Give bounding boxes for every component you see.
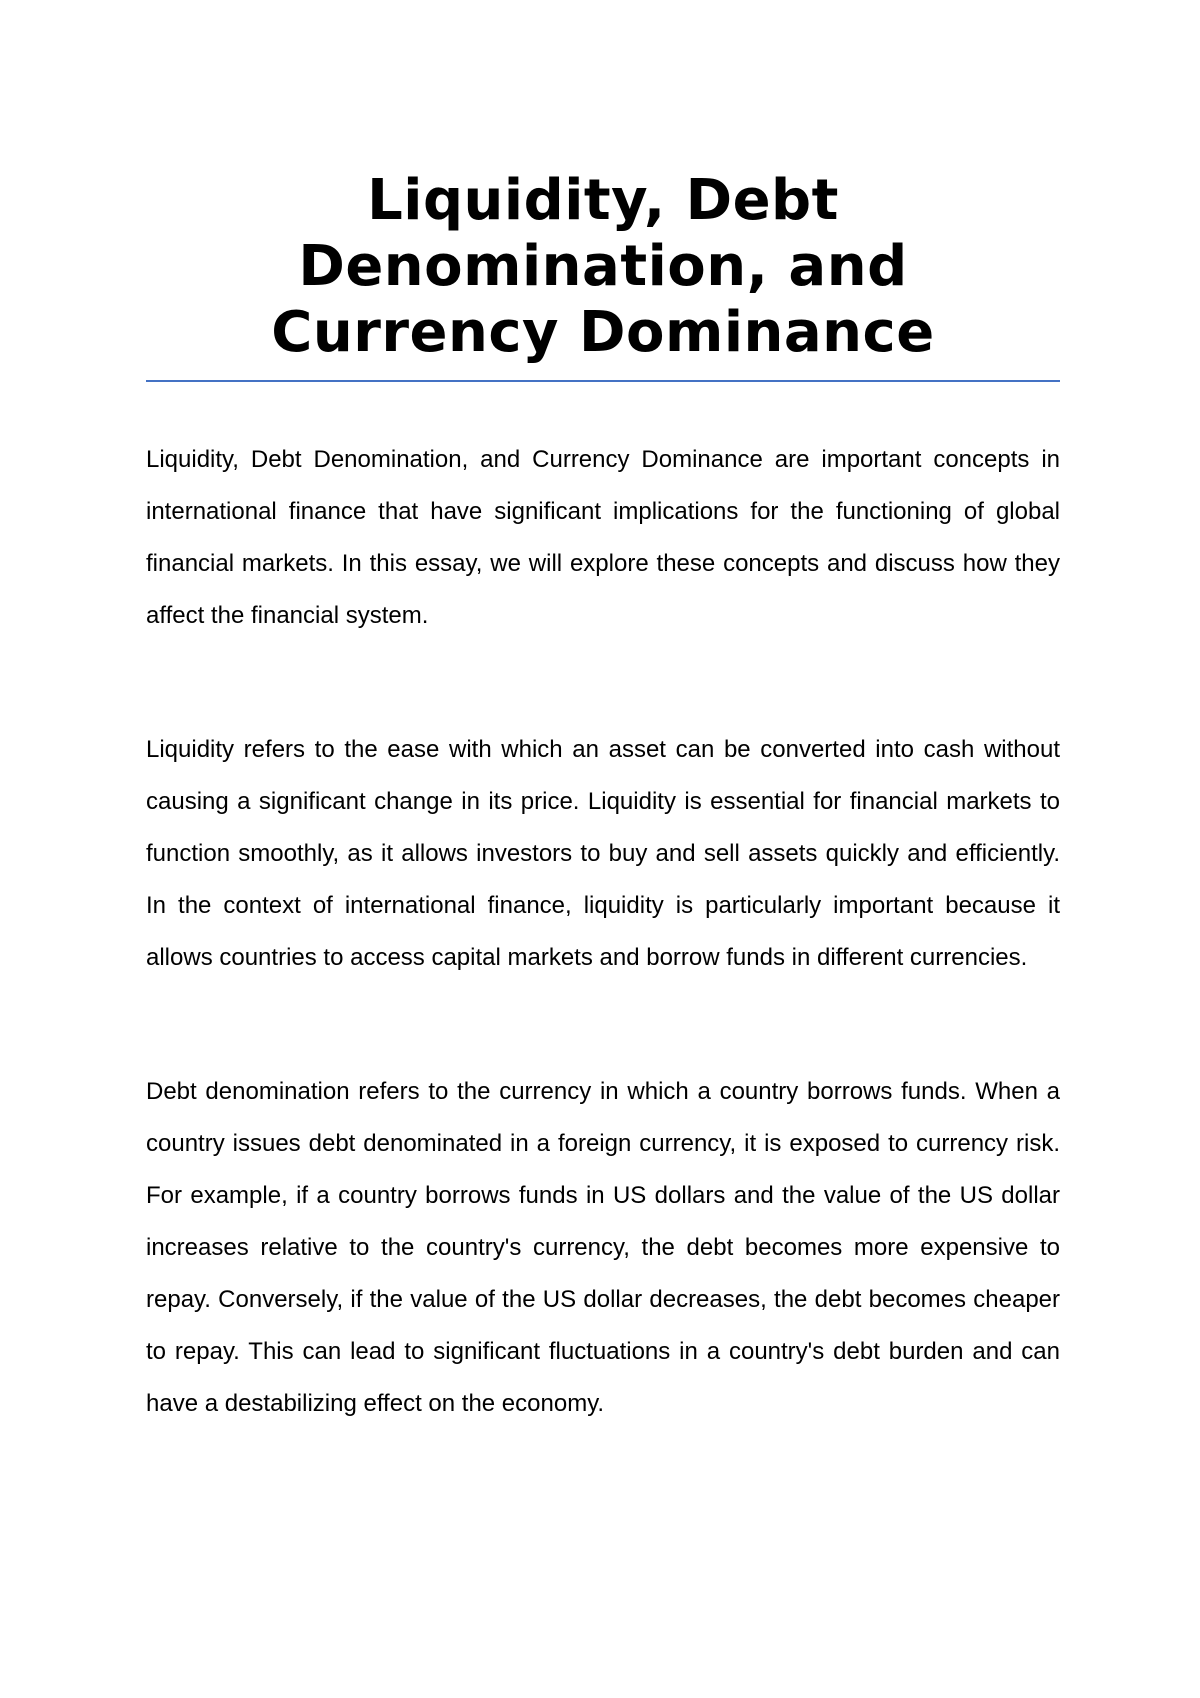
document-title: Liquidity, Debt Denomination, and Currency Dominance [271, 168, 935, 365]
paragraph-debt-denomination: Debt denomination refers to the currency in which a country borrows funds. When a country issues debt denominated in a foreign currency, it is exposed to currency risk. For example, if a country borrows funds in US dollars and the value of the US dollar increases relative to the country's currency, the debt becomes more expensive to repay. Conversely, if the value of the US dollar decreases, the debt becomes cheaper to repay. This can lead to significant fluctuations in a country's debt burden and can have a destabilizing effect on the economy. [146, 1078, 1060, 1417]
title-underline [146, 380, 1060, 382]
paragraph-intro: Liquidity, Debt Denomination, and Currency Dominance are important concepts in international finance that have significant implications for the functioning of global financial markets. In this essay, we will explore these concepts and discuss how they affect the financial system. [146, 446, 1060, 629]
paragraph-liquidity: Liquidity refers to the ease with which an asset can be converted into cash without causing a significant change in its price. Liquidity is essential for financial markets to function smoothly, as it allows investors to buy and sell assets quickly and efficiently. In the context of international finance, liquidity is particularly important because it allows countries to access capital markets and borrow funds in different currencies. [146, 736, 1060, 971]
document-body [146, 168, 1060, 1430]
